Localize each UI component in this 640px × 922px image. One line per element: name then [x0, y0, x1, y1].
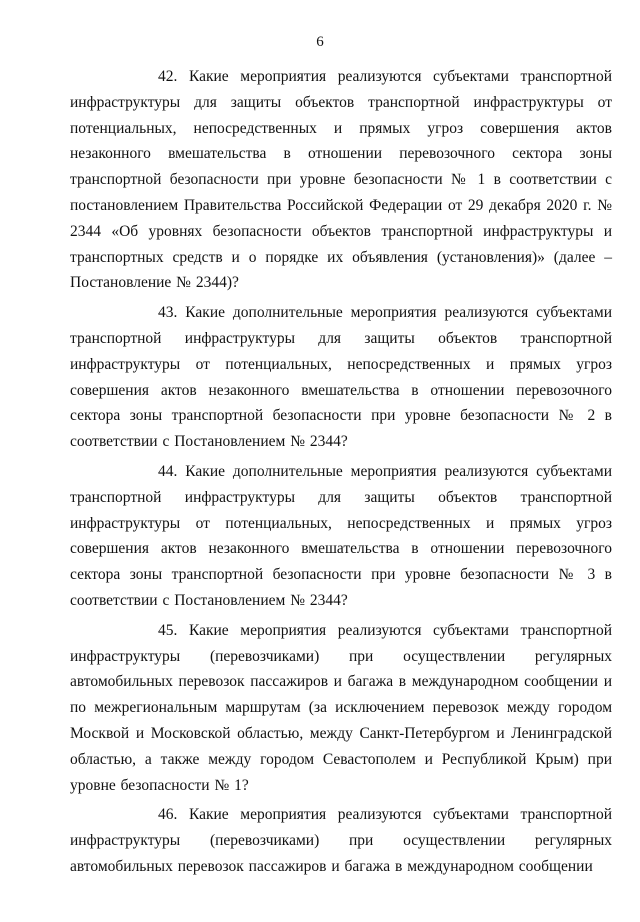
question-number: 46.	[158, 806, 178, 824]
question-number: 45.	[158, 621, 178, 639]
question-text: Какие дополнительные мероприятия реализуются субъектами транспортной инфраструктуры для защиты объектов транспортной инфраструктуры от потенциальных, непосредственных и прямых угроз совершения актов незаконного вмешательства в отношении перевозочного сектора зоны транспортной безопасности при уровне безопасности № 3 в соответствии с Постановлением № 2344?	[70, 462, 613, 609]
question-number: 42.	[158, 68, 178, 85]
question-paragraph-42	[70, 64, 612, 296]
question-text: Какие мероприятия реализуются субъектами транспортной инфраструктуры (перевозчиками) при осуществлении регулярных автомобильных перевозок пассажиров и багажа в международном сообщении	[70, 806, 612, 875]
question-number: 43.	[158, 304, 178, 322]
question-text: Какие мероприятия реализуются субъектами транспортной инфраструктуры (перевозчиками) при осуществлении регулярных автомобильных перевозок пассажиров и багажа в международном сообщении и по межрегиональным маршрутам (за исключением перевозок между городом Москвой и Московской областью, между Санкт-Петербургом и Ленинградской областью, а также между городом Севастополем и Республикой Крым) при уровне безопасности № 1?	[70, 621, 612, 794]
question-number: 44.	[158, 462, 178, 480]
document-body	[70, 64, 612, 884]
question-text: Какие мероприятия реализуются субъектами транспортной инфраструктуры для защиты объектов транспортной инфраструктуры от потенциальных, непосредственных и прямых угроз совершения актов незаконного вмешательства в отношении перевозочного сектора зоны транспортной безопасности при уровне безопасности № 1 в соответствии с постановлением Правительства Российской Федерации от 29 декабря 2020 г. № 2344 «Об уровнях безопасности объектов транспортной инфраструктуры и транспортных средств и о порядке их объявления (установления)» (далее – Постановление № 2344)?	[70, 68, 612, 292]
question-paragraph-46	[70, 802, 612, 879]
page-number: 6	[316, 34, 324, 50]
question-paragraph-44	[70, 459, 612, 614]
question-paragraph-45	[70, 618, 612, 799]
question-text: Какие дополнительные мероприятия реализуются субъектами транспортной инфраструктуры для защиты объектов транспортной инфраструктуры от потенциальных, непосредственных и прямых угроз совершения актов незаконного вмешательства в отношении перевозочного сектора зоны транспортной безопасности при уровне безопасности № 2 в соответствии с Постановлением № 2344?	[70, 304, 613, 451]
question-paragraph-43	[70, 300, 612, 455]
